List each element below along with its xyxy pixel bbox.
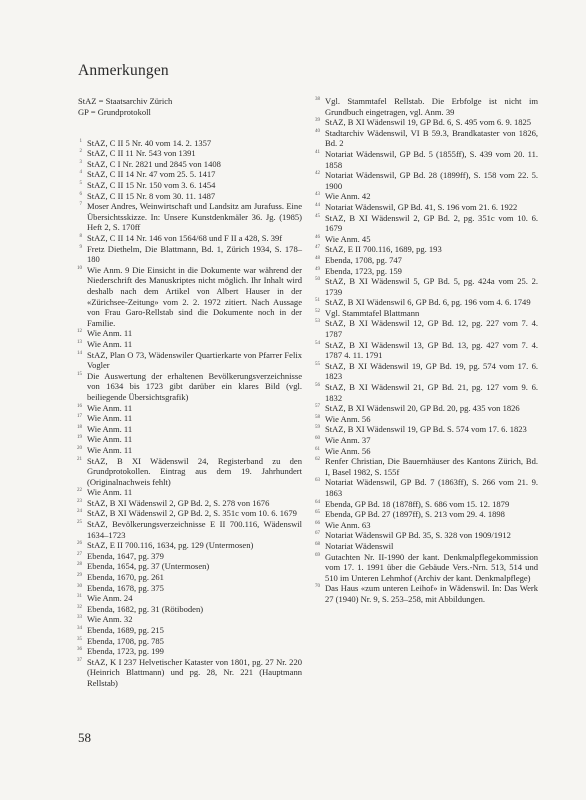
footnote-text: Notariat Wädenswil, GP Bd. 5 (1855ff), S. 439 vom 20. 11. 1858 <box>325 148 538 170</box>
footnote-text: Wie Anm. 24 <box>87 593 133 604</box>
footnote-text: Wie Anm. 11 <box>87 444 133 455</box>
footnote <box>316 456 538 477</box>
footnote-number: 9 <box>79 244 82 250</box>
footnote-number: 49 <box>315 266 320 272</box>
footnote-number: 46 <box>315 234 320 240</box>
footnote <box>316 255 538 266</box>
footnote-text: Ebenda, 1723, pg. 199 <box>87 646 164 657</box>
footnote-text: Gutachten Nr. II-1990 der kant. Denkmalpflegekommission vom 17. 1. 1991 über die Gebäude Vers.-Nrn. 513, 514 und 510 im Unteren Lehmhof (Archiv der kant. Denkmalpflege) <box>325 551 538 583</box>
footnote <box>78 561 302 572</box>
notes-column-right <box>316 96 538 605</box>
footnote <box>78 138 302 149</box>
footnote <box>316 96 538 117</box>
footnote-text: StAZ, C II 14 Nr. 47 vom 25. 5. 1417 <box>87 169 216 180</box>
footnote <box>78 614 302 625</box>
footnote-text: Wie Anm. 11 <box>87 328 133 339</box>
footnote-number: 60 <box>315 436 320 441</box>
footnote-text: Ebenda, GP Bd. 27 (1897ff), S. 213 vom 29. 4. 1898 <box>325 509 505 520</box>
footnote <box>78 487 302 498</box>
footnote <box>78 328 302 339</box>
footnote-number: 23 <box>77 498 82 504</box>
footnote <box>78 159 302 170</box>
footnote-text: Wie Anm. 11 <box>87 402 133 413</box>
footnote-number: 48 <box>315 255 320 261</box>
footnote <box>316 541 538 552</box>
footnote-text: StAZ, Plan O 73, Wädenswiler Quartierkarte von Pfarrer Felix Vogler <box>87 349 302 371</box>
footnote-text: Vgl. Stammtafel Rellstab. Die Erbfolge ist nicht im Grundbuch eingetragen, vgl. Anm. 39 <box>325 96 538 117</box>
footnote-text: StAZ, Bevölkerungsverzeichnisse E II 700.116, Wädenswil 1634–1723 <box>87 519 302 540</box>
footnote <box>316 361 538 382</box>
footnote <box>316 191 538 202</box>
footnote <box>316 308 538 319</box>
footnote <box>78 350 302 371</box>
footnote-number: 22 <box>77 488 82 494</box>
footnote-text: StAZ, B XI Wädenswil 2, GP Bd. 2, S. 278 von 1676 <box>87 497 270 508</box>
footnote <box>316 149 538 170</box>
footnote <box>316 117 538 128</box>
footnote <box>78 646 302 657</box>
footnote-text: Ebenda, 1708, pg. 785 <box>87 635 164 646</box>
footnote-text: StAZ, K I 237 Helvetischer Kataster von 1801, pg. 27 Nr. 220 (Heinrich Blattmann) und pg. 28, Nr. 221 (Hauptmann Rellstab) <box>87 656 302 688</box>
footnote <box>78 169 302 180</box>
footnote-number: 41 <box>315 149 320 155</box>
footnote <box>316 234 538 245</box>
footnote-text: Renfer Christian, Die Bauernhäuser des Kantons Zürich, Bd. I, Basel 1982, S. 155f <box>325 456 538 477</box>
footnote-text: StAZ, B XI Wädenswil 21, GP Bd. 21, pg. 127 vom 9. 6. 1832 <box>325 382 538 403</box>
footnote <box>316 318 538 339</box>
footnote <box>316 276 538 297</box>
footnote <box>78 445 302 456</box>
footnote-number: 36 <box>77 647 82 653</box>
footnote-text: StAZ, C II 5 Nr. 40 vom 14. 2. 1357 <box>87 137 212 148</box>
footnote <box>316 340 538 361</box>
footnote-text: Ebenda, 1654, pg. 37 (Untermosen) <box>87 561 210 572</box>
footnote-text: Wie Anm. 11 <box>87 338 133 349</box>
footnote <box>316 244 538 255</box>
footnote-number: 56 <box>315 383 320 389</box>
footnote-number: 52 <box>315 308 320 314</box>
footnote-number: 27 <box>77 551 82 557</box>
footnote-number: 6 <box>79 191 82 197</box>
footnote-number: 45 <box>315 213 320 219</box>
footnote-number: 12 <box>77 329 82 335</box>
footnote <box>316 297 538 308</box>
footnote <box>78 265 302 329</box>
footnote-text: Notariat Wädenswil, GP Bd. 41, S. 196 vom 21. 6. 1922 <box>325 201 518 212</box>
footnote-number: 32 <box>77 604 82 610</box>
footnote <box>316 499 538 510</box>
footnote-text: Wie Anm. 11 <box>87 413 133 424</box>
footnote <box>316 530 538 541</box>
footnote-number: 55 <box>315 361 320 367</box>
footnote-number: 30 <box>77 583 82 589</box>
footnote <box>78 371 302 403</box>
footnote-number: 13 <box>77 339 82 345</box>
footnote <box>78 636 302 647</box>
footnote-text: Die Auswertung der erhaltenen Bevölkerungsverzeichnisse von 1634 bis 1723 gibt darüber ein klares Bild (vgl. beiliegende Übersichtsgrafik) <box>87 370 302 402</box>
footnote-text: StAZ, B XI Wädenswil 19, GP Bd. S. 574 vom 17. 6. 1823 <box>325 424 527 435</box>
footnote-number: 3 <box>79 159 82 165</box>
footnote <box>316 170 538 191</box>
footnote-text: Notariat Wädenswil GP Bd. 35, S. 328 von 1909/1912 <box>325 530 511 541</box>
footnote-number: 18 <box>77 424 82 430</box>
footnote-text: Ebenda, 1682, pg. 31 (Rötiboden) <box>87 603 204 614</box>
footnote-number: 15 <box>77 371 82 377</box>
footnote <box>78 339 302 350</box>
footnote <box>316 128 538 149</box>
footnote-text: Moser Andres, Weinwirtschaft und Landsitz am Jurafuss. Eine Übersichtsskizze. In: Unsere Kunstdenkmäler 36. Jg. (1985) Heft 2, S. 170ff <box>87 201 302 233</box>
footnote-number: 42 <box>315 171 320 177</box>
footnote-number: 38 <box>315 97 320 102</box>
footnote <box>78 593 302 604</box>
footnote-number: 67 <box>315 531 320 537</box>
footnote-number: 8 <box>79 234 82 240</box>
notes-column-left <box>78 96 302 689</box>
footnote-text: StAZ, B XI Wädenswil 13, GP Bd. 13, pg. 427 vom 7. 4. 1787 4. 11. 1791 <box>325 339 538 361</box>
footnote-text: StAZ, B XI Wädenswil 24, Registerband zu den Grundprotokollen. Eintrag aus dem 19. Jahrhundert (Originalnachweis fehlt) <box>87 455 302 487</box>
footnote <box>78 583 302 594</box>
footnote-text: StAZ, C II 11 Nr. 543 von 1391 <box>87 148 196 159</box>
footnote-number: 26 <box>77 541 82 547</box>
page-heading: Anmerkungen <box>78 62 169 79</box>
footnote <box>316 520 538 531</box>
footnote <box>78 572 302 583</box>
footnote-text: StAZ, E II 700.116, 1689, pg. 193 <box>325 244 442 255</box>
footnote <box>78 434 302 445</box>
footnote <box>78 508 302 519</box>
footnote <box>316 202 538 213</box>
footnote-number: 65 <box>315 510 320 516</box>
footnote-number: 35 <box>77 636 82 642</box>
footnote-text: StAZ, B XI Wädenswil 6, GP Bd. 6, pg. 196 vom 4. 6. 1749 <box>325 297 531 308</box>
footnote-number: 37 <box>77 657 82 663</box>
footnote-number: 54 <box>315 340 320 346</box>
footnote <box>316 477 538 498</box>
footnote-text: Ebenda, 1723, pg. 159 <box>325 265 402 276</box>
footnote <box>78 244 302 265</box>
footnote <box>78 540 302 551</box>
footnote <box>78 413 302 424</box>
footnote-number: 19 <box>77 435 82 441</box>
footnote-number: 64 <box>315 499 320 505</box>
footnote-number: 33 <box>77 615 82 621</box>
footnote-text: Ebenda, 1708, pg. 747 <box>325 254 402 265</box>
footnote-number: 21 <box>77 456 82 462</box>
footnote <box>316 424 538 435</box>
footnote-number: 10 <box>77 265 82 271</box>
footnote <box>316 382 538 403</box>
footnote-text: StAZ, C II 14 Nr. 146 von 1564/68 und F II a 428, S. 39f <box>87 233 283 244</box>
footnote-number: 44 <box>315 202 320 208</box>
footnote-text: Notariat Wädenswil, GP Bd. 7 (1863ff), S. 266 vom 21. 9. 1863 <box>325 477 538 498</box>
footnote-text: StAZ, B XI Wädenswil 5, GP Bd. 5, pg. 424a vom 25. 2. 1739 <box>325 276 538 297</box>
footnote-text: StAZ, B XI Wädenswil 20, GP Bd. 20, pg. 435 von 1826 <box>325 403 520 414</box>
footnote-number: 62 <box>315 457 320 463</box>
footnote-number: 63 <box>315 478 320 484</box>
footnote <box>78 604 302 615</box>
footnote-number: 40 <box>315 128 320 134</box>
footnote-text: Wie Anm. 11 <box>87 423 133 434</box>
page-number: 58 <box>78 730 91 745</box>
footnote-text: Wie Anm. 11 <box>87 434 133 445</box>
footnote-text: Ebenda, 1678, pg. 375 <box>87 582 164 593</box>
notes-list-right <box>316 96 538 605</box>
footnote <box>78 191 302 202</box>
notes-list-left <box>78 138 302 689</box>
footnote <box>78 233 302 244</box>
footnote-text: Wie Anm. 11 <box>87 487 133 498</box>
footnote-number: 31 <box>77 594 82 600</box>
footnote-text: StAZ, E II 700.116, 1634, pg. 129 (Untermosen) <box>87 540 254 551</box>
footnote-text: Wie Anm. 56 <box>325 445 371 456</box>
abbreviation-gp: GP = Grundprotokoll <box>78 106 151 117</box>
footnote-text: Ebenda, 1670, pg. 261 <box>87 572 164 583</box>
footnote-text: Wie Anm. 42 <box>325 191 371 202</box>
footnote-text: Ebenda, GP Bd. 18 (1878ff), S. 686 vom 15. 12. 1879 <box>325 498 510 509</box>
footnote-text: StAZ, B XI Wädenswil 19, GP Bd. 19, pg. 574 vom 17. 6. 1823 <box>325 360 538 382</box>
footnote-text: Wie Anm. 63 <box>325 519 371 530</box>
footnote-number: 7 <box>79 202 82 208</box>
footnote-number: 29 <box>77 573 82 579</box>
footnote <box>78 519 302 540</box>
footnote <box>316 213 538 234</box>
footnote-text: StAZ, C I Nr. 2821 und 2845 von 1408 <box>87 158 221 169</box>
footnote-text: Wie Anm. 45 <box>325 233 371 244</box>
footnote <box>78 625 302 636</box>
footnote-number: 61 <box>315 446 320 452</box>
footnote <box>316 552 538 584</box>
footnote-number: 57 <box>315 404 320 410</box>
footnote <box>316 446 538 457</box>
footnote <box>316 266 538 277</box>
footnote-text: StAZ, B XI Wädenswil 2, GP Bd. 2, pg. 351c vom 10. 6. 1679 <box>325 212 538 234</box>
abbreviation-staz: StAZ = Staatsarchiv Zürich <box>78 96 173 106</box>
footnote-text: Wie Anm. 32 <box>87 614 133 625</box>
footnote-number: 5 <box>79 181 82 187</box>
footnote-text: Wie Anm. 9 Die Einsicht in die Dokumente war während der Niederschrift des Manuskriptes nicht möglich. Ihr Inhalt wird deshalb nach dem Artikel von Albert Hauser in der «Zürichsee-Zeitung» vom 2. 2. 1972 zitiert. Nach Aussage von Frau Garo-Rellstab sind die Dokumente noch in der Familie. <box>87 264 302 328</box>
footnote <box>316 509 538 520</box>
footnote-number: 16 <box>77 403 82 409</box>
footnote-number: 34 <box>77 626 82 631</box>
footnote-number: 25 <box>77 520 82 526</box>
footnote-number: 43 <box>315 192 320 198</box>
footnote <box>78 456 302 488</box>
footnote-text: Ebenda, 1689, pg. 215 <box>87 625 164 635</box>
footnote-number: 51 <box>315 298 320 304</box>
footnote-text: StAZ, C II 15 Nr. 150 vom 3. 6. 1454 <box>87 180 216 191</box>
footnote-number: 69 <box>315 552 320 558</box>
footnote <box>316 435 538 446</box>
footnote <box>78 403 302 414</box>
footnote <box>78 148 302 159</box>
footnote-text: Das Haus «zum unteren Leihof» in Wädenswil. In: Das Werk 27 (1940) Nr. 9, S. 253–258, mit Abbildungen. <box>325 583 538 604</box>
footnote-text: Ebenda, 1647, pg. 379 <box>87 550 164 561</box>
footnote <box>78 424 302 435</box>
footnote-text: Stadtarchiv Wädenswil, VI B 59.3, Brandkataster von 1826, Bd. 2 <box>325 127 538 149</box>
footnote-number: 28 <box>77 562 82 568</box>
footnote <box>316 414 538 425</box>
footnote <box>78 657 302 689</box>
footnote <box>78 180 302 191</box>
footnote-text: StAZ, B XI Wädenswil 12, GP Bd. 12, pg. 227 vom 7. 4. 1787 <box>325 318 538 340</box>
footnote-text: Fretz Diethelm, Die Blattmann, Bd. 1, Zürich 1934, S. 178–180 <box>87 243 302 265</box>
footnote-number: 68 <box>315 541 320 547</box>
footnote <box>316 583 538 604</box>
footnote-text: StAZ, B XI Wädenswil 19, GP Bd. 6, S. 495 vom 6. 9. 1825 <box>325 117 532 128</box>
footnote-number: 53 <box>315 319 320 325</box>
footnote-number: 2 <box>79 149 82 155</box>
footnote-number: 50 <box>315 277 320 283</box>
footnote-text: Wie Anm. 37 <box>325 435 371 445</box>
footnote-number: 17 <box>77 414 82 420</box>
footnote <box>78 551 302 562</box>
footnote-text: Notariat Wädenswil <box>325 540 394 551</box>
footnote <box>78 201 302 233</box>
footnote-number: 20 <box>77 445 82 451</box>
footnote-text: Wie Anm. 56 <box>325 413 371 424</box>
footnote-text: Notariat Wädenswil, GP Bd. 28 (1899ff), S. 158 vom 22. 5. 1900 <box>325 170 538 191</box>
footnote-number: 59 <box>315 425 320 431</box>
footnote-number: 39 <box>315 118 320 124</box>
footnote-number: 4 <box>79 170 82 176</box>
footnote-number: 66 <box>315 520 320 526</box>
footnote-number: 24 <box>77 509 82 515</box>
footnote-number: 47 <box>315 245 320 251</box>
footnote-number: 14 <box>77 350 82 356</box>
footnote-text: StAZ, C II 15 Nr. 8 vom 30. 11. 1487 <box>87 190 216 201</box>
footnote <box>316 403 538 414</box>
footnote-number: 58 <box>315 414 320 420</box>
footnote-text: StAZ, B XI Wädenswil 2, GP Bd. 2, S. 351c vom 10. 6. 1679 <box>87 508 297 519</box>
footnote <box>78 498 302 509</box>
footnote-text: Vgl. Stammtafel Blattmann <box>325 307 420 318</box>
footnote-number: 1 <box>79 138 82 144</box>
footnote-number: 70 <box>315 584 320 590</box>
